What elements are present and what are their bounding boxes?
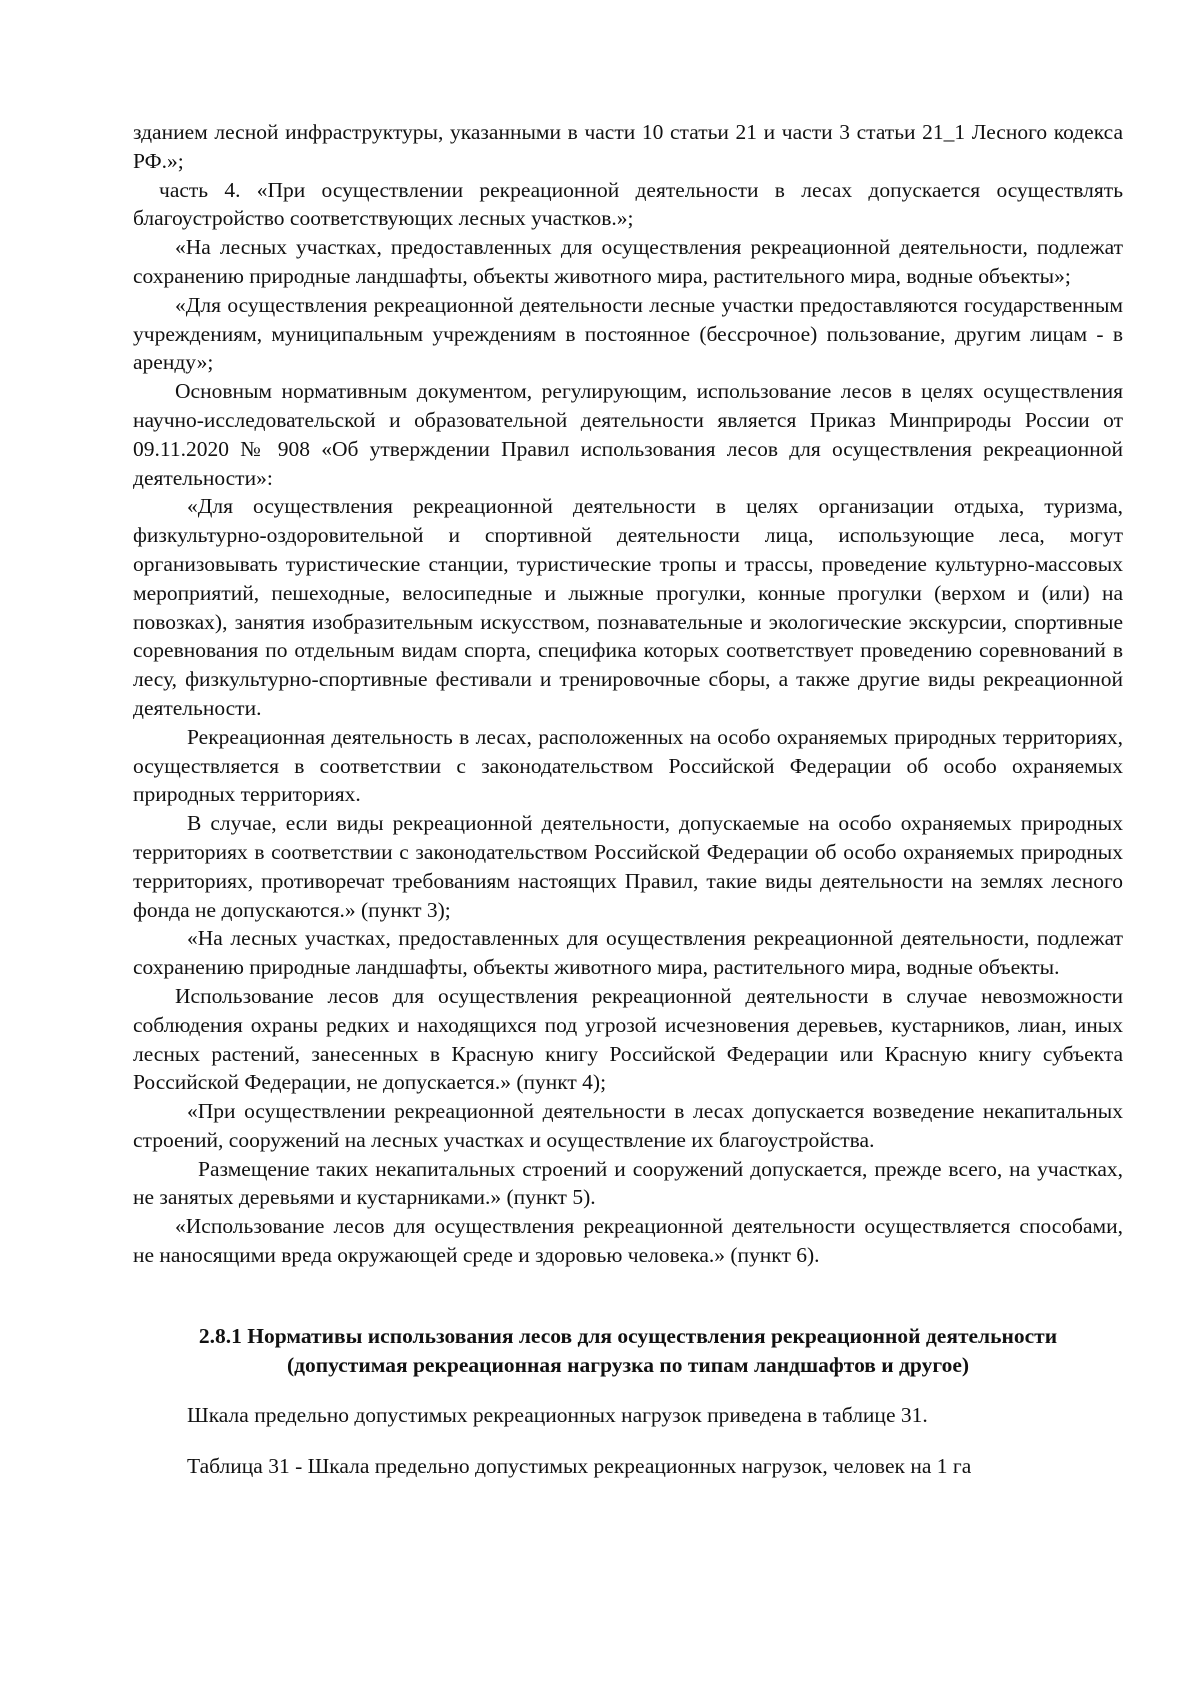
paragraph: «Использование лесов для осуществления рекреационной деятельности осуществляется способами, не наносящими вреда окружающей среде и здоровью человека.» (пункт 6). xyxy=(133,1214,1123,1268)
paragraph: «Для осуществления рекреационной деятельности лесные участки предоставляются государственным учреждениям, муниципальным учреждениям в постоянное (бессрочное) пользование, другим лицам - в аренду»; xyxy=(133,292,1123,375)
paragraph: В случае, если виды рекреационной деятельности, допускаемые на особо охраняемых природных территориях в соответствии с законодательством Российской Федерации об особо охраняемых природных территориях, противоречат требованиям настоящих Правил, такие виды деятельности на землях лесного фонда не допускаются.» (пункт 3); xyxy=(133,811,1123,922)
paragraph: «На лесных участках, предоставленных для осуществления рекреационной деятельности, подлежат сохранению природные ландшафты, объекты животного мира, растительного мира, водные объекты»; xyxy=(133,235,1123,288)
paragraph: Использование лесов для осуществления рекреационной деятельности в случае невозможности соблюдения охраны редких и находящихся под угрозой исчезновения деревьев, кустарников, лиан, иных лесных растений, занесенных в Красную книгу Российской Федерации или Красную книгу субъекта Российской Федерации, не допускается.» (пункт 4); xyxy=(133,983,1123,1095)
paragraph: «При осуществлении рекреационной деятельности в лесах допускается возведение некапитальных строений, сооружений на лесных участках и осуществление их благоустройства. xyxy=(133,1099,1123,1152)
paragraph: Рекреационная деятельность в лесах, расположенных на особо охраняемых природных территориях, осуществляется в соответствии с законодательством Российской Федерации об особо охраняемых природных территориях. xyxy=(133,724,1123,807)
paragraph: зданием лесной инфраструктуры, указанными в части 10 статьи 21 и части 3 статьи 21_1 Лесного кодекса РФ.»; xyxy=(133,120,1123,173)
section-heading: 2.8.1 Нормативы использования лесов для осуществления рекреационной деятельности (допустимая рекреационная нагрузка по типам ландшафтов и другое) xyxy=(198,1323,1058,1377)
table-caption: Таблица 31 - Шкала предельно допустимых рекреационных нагрузок, человек на 1 га xyxy=(187,1454,972,1479)
paragraph: Основным нормативным документом, регулирующим, использование лесов в целях осуществления научно-исследовательской и образовательной деятельности является Приказ Минприроды России от 09.11.2020 № 908 «Об утверждении Правил использования лесов для осуществления рекреационной деятельности»: xyxy=(133,379,1123,490)
paragraph: «На лесных участках, предоставленных для осуществления рекреационной деятельности, подлежат сохранению природные ландшафты, объекты животного мира, растительного мира, водные объекты. xyxy=(133,926,1123,980)
paragraph: Размещение таких некапитальных строений и сооружений допускается, прежде всего, на участках, не занятых деревьями и кустарниками.» (пункт 5). xyxy=(133,1156,1123,1210)
paragraph: «Для осуществления рекреационной деятельности в целях организации отдыха, туризма, физкультурно-оздоровительной и спортивной деятельности лица, использующие леса, могут организовывать туристические станции, туристические тропы и трассы, проведение культурно-массовых мероприятий, пешеходные, велосипедные и лыжные прогулки, конные прогулки (верхом и (или) на повозках), занятия изобразительным искусством, познавательные и экологические экскурсии, спортивные соревнования по отдельным видам спорта, специфика которых соответствует проведению соревнований в лесу, физкультурно-спортивные фестивали и тренировочные сборы, а также другие виды рекреационной деятельности. xyxy=(133,494,1123,720)
intro-text: Шкала предельно допустимых рекреационных нагрузок приведена в таблице 31. xyxy=(187,1403,928,1428)
paragraph: часть 4. «При осуществлении рекреационной деятельности в лесах допускается осуществлять благоустройство соответствующих лесных участков.»; xyxy=(133,177,1123,231)
document-page xyxy=(133,118,1123,1481)
